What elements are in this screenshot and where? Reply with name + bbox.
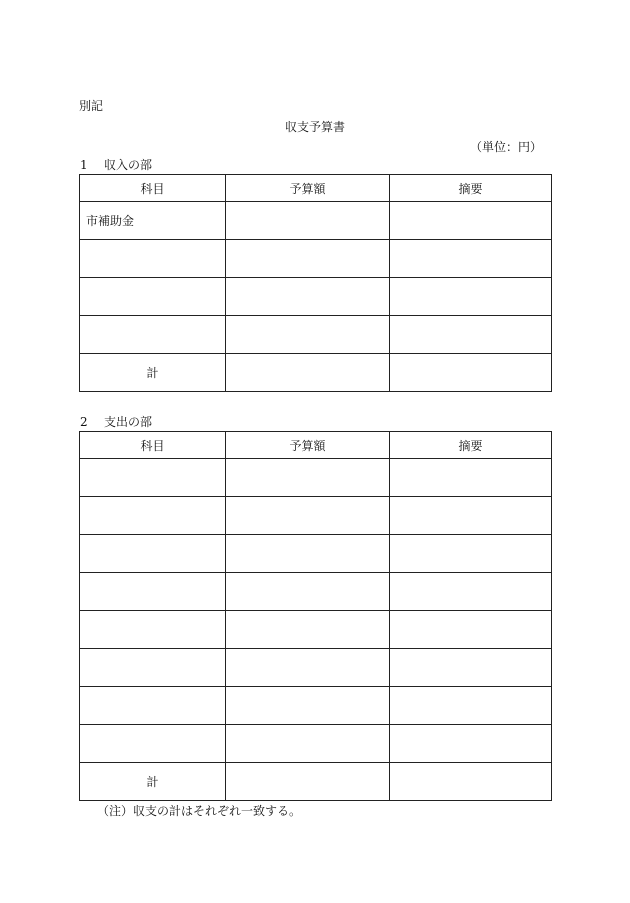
income-col-budget-amount: 予算額	[226, 175, 390, 202]
expense-cell-subject[interactable]	[80, 725, 226, 763]
table-row	[80, 611, 552, 649]
expense-cell-subject[interactable]	[80, 611, 226, 649]
income-section-number: 1	[80, 158, 88, 172]
expense-cell-amount[interactable]	[226, 459, 390, 497]
income-total-remarks[interactable]	[390, 354, 552, 392]
expense-total-label: 計	[80, 763, 226, 801]
income-table	[79, 174, 552, 392]
income-total-row	[80, 354, 552, 392]
expense-section-number: 2	[80, 415, 88, 429]
income-total-label: 計	[80, 354, 226, 392]
income-header-row	[80, 175, 552, 202]
expense-cell-remarks[interactable]	[390, 573, 552, 611]
expense-total-remarks[interactable]	[390, 763, 552, 801]
income-section-heading	[80, 156, 152, 173]
appendix-label: 別記	[79, 99, 104, 113]
table-row	[80, 202, 552, 240]
expense-cell-remarks[interactable]	[390, 649, 552, 687]
expense-cell-subject[interactable]	[80, 497, 226, 535]
expense-cell-remarks[interactable]	[390, 611, 552, 649]
expense-section-title: 支出の部	[104, 415, 153, 429]
document-title: 収支予算書	[284, 120, 345, 134]
income-total-amount[interactable]	[226, 354, 390, 392]
table-row	[80, 573, 552, 611]
expense-cell-subject[interactable]	[80, 535, 226, 573]
expense-col-subject: 科目	[80, 432, 226, 459]
table-row	[80, 316, 552, 354]
expense-cell-subject[interactable]	[80, 459, 226, 497]
expense-table	[79, 431, 552, 801]
income-cell-subject[interactable]: 市補助金	[80, 202, 226, 240]
expense-cell-subject[interactable]	[80, 687, 226, 725]
table-row	[80, 497, 552, 535]
expense-cell-amount[interactable]	[226, 687, 390, 725]
income-cell-subject[interactable]	[80, 240, 226, 278]
income-cell-remarks[interactable]	[390, 316, 552, 354]
expense-cell-subject[interactable]	[80, 649, 226, 687]
expense-cell-remarks[interactable]	[390, 459, 552, 497]
expense-section-heading	[80, 413, 152, 430]
income-cell-amount[interactable]	[226, 202, 390, 240]
expense-cell-amount[interactable]	[226, 611, 390, 649]
table-row	[80, 687, 552, 725]
expense-cell-remarks[interactable]	[390, 725, 552, 763]
expense-cell-remarks[interactable]	[390, 535, 552, 573]
expense-cell-remarks[interactable]	[390, 497, 552, 535]
income-cell-subject[interactable]	[80, 278, 226, 316]
expense-cell-amount[interactable]	[226, 535, 390, 573]
unit-note: （単位：円）	[470, 140, 543, 154]
expense-cell-amount[interactable]	[226, 573, 390, 611]
expense-total-amount[interactable]	[226, 763, 390, 801]
income-col-remarks: 摘要	[390, 175, 552, 202]
expense-col-budget-amount: 予算額	[226, 432, 390, 459]
income-cell-amount[interactable]	[226, 240, 390, 278]
income-cell-remarks[interactable]	[390, 202, 552, 240]
footnote: （注）収支の計はそれぞれ一致する。	[97, 804, 302, 818]
income-cell-subject[interactable]	[80, 316, 226, 354]
income-cell-remarks[interactable]	[390, 240, 552, 278]
table-row	[80, 649, 552, 687]
table-row	[80, 240, 552, 278]
expense-header-row	[80, 432, 552, 459]
table-row	[80, 535, 552, 573]
expense-total-row	[80, 763, 552, 801]
income-col-subject: 科目	[80, 175, 226, 202]
expense-cell-remarks[interactable]	[390, 687, 552, 725]
income-cell-amount[interactable]	[226, 278, 390, 316]
expense-cell-amount[interactable]	[226, 497, 390, 535]
income-cell-remarks[interactable]	[390, 278, 552, 316]
income-section-title: 収入の部	[104, 158, 153, 172]
income-cell-amount[interactable]	[226, 316, 390, 354]
table-row	[80, 725, 552, 763]
expense-cell-amount[interactable]	[226, 725, 390, 763]
expense-col-remarks: 摘要	[390, 432, 552, 459]
table-row	[80, 459, 552, 497]
expense-cell-subject[interactable]	[80, 573, 226, 611]
table-row	[80, 278, 552, 316]
expense-cell-amount[interactable]	[226, 649, 390, 687]
